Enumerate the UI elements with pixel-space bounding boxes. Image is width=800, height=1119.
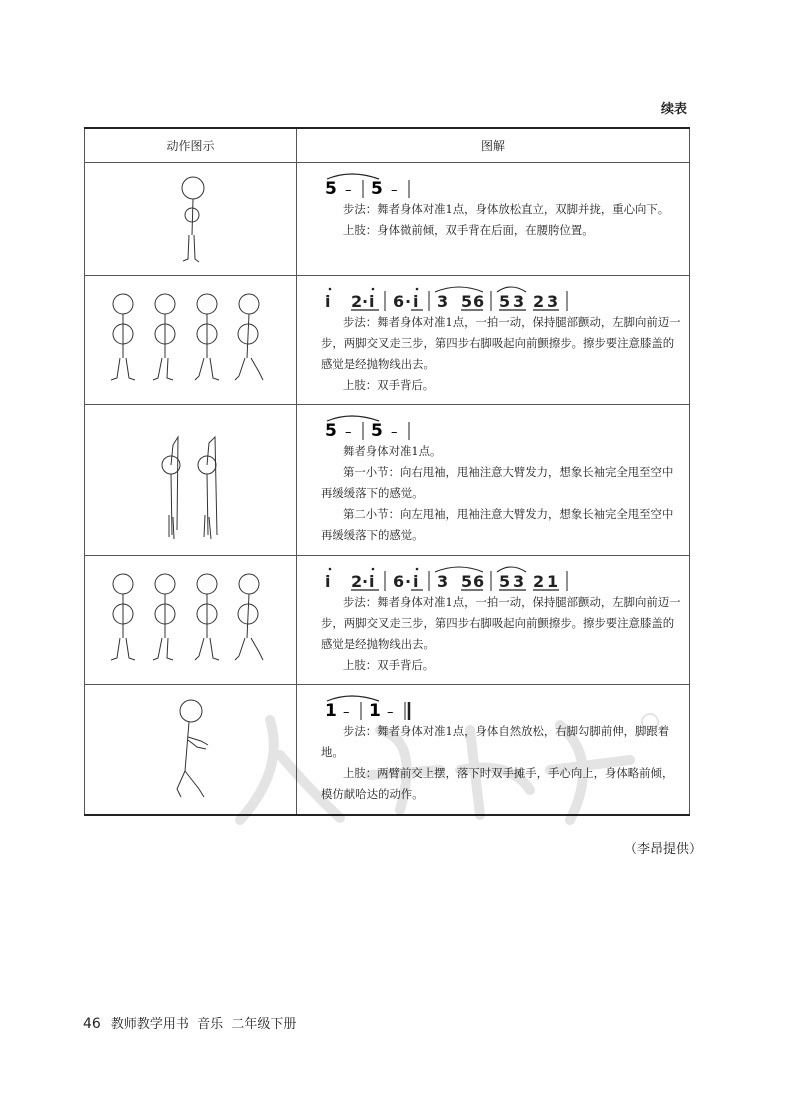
upper-body-text: 上肢：双手背后。 — [343, 658, 435, 672]
stick-figure-standing-icon — [85, 163, 297, 273]
table-row — [85, 163, 690, 276]
jianpu-notation — [321, 414, 441, 440]
svg-text:·: · — [405, 572, 412, 591]
explanation-cell — [297, 556, 690, 685]
svg-text:·: · — [405, 292, 412, 311]
svg-text:1: 1 — [369, 701, 381, 720]
svg-text:3: 3 — [513, 292, 525, 311]
svg-text:5: 5 — [461, 292, 473, 311]
svg-text:5: 5 — [461, 572, 473, 591]
table-row — [85, 405, 690, 556]
column-header-figure: 动作图示 — [85, 128, 297, 163]
stick-figures-walking-icon — [85, 556, 297, 682]
page-number: 46 — [83, 1016, 101, 1032]
svg-text:2: 2 — [351, 572, 363, 591]
stick-figures-sleeve-icon — [85, 405, 297, 553]
svg-text:2: 2 — [533, 572, 545, 591]
jianpu-notation — [321, 565, 621, 591]
page-footer — [83, 1013, 296, 1032]
table-header-row — [85, 128, 690, 163]
svg-text:3: 3 — [437, 572, 449, 591]
svg-text:3: 3 — [547, 292, 559, 311]
continued-label: 续表 — [660, 102, 687, 117]
jianpu-notation — [321, 285, 621, 311]
stick-figures-walking-icon — [85, 276, 297, 402]
step-text: 步法：舞者身体对准1点，一拍一动，保持腿部颤动，左脚向前迈一步，两脚交叉走三步，第四步右脚吸起向前颤擦步。擦步要注意膝盖的感觉是经抛物线出去。 — [321, 595, 681, 651]
subject-label: 音乐 — [197, 1017, 224, 1032]
svg-text:i: i — [325, 572, 331, 591]
step-text: 步法：舞者身体对准1点，一拍一动，保持腿部颤动，左脚向前迈一步，两脚交叉走三步，第四步右脚吸起向前颤擦步。擦步要注意膝盖的感觉是经抛物线出去。 — [321, 315, 681, 371]
table-row — [85, 556, 690, 685]
svg-text:5: 5 — [499, 572, 511, 591]
svg-text:i: i — [413, 292, 419, 311]
svg-text:6: 6 — [473, 572, 485, 591]
svg-text:3: 3 — [513, 572, 525, 591]
svg-text:i: i — [325, 292, 331, 311]
svg-text:6: 6 — [393, 292, 405, 311]
bar-two-text: 第二小节：向左甩袖，甩袖注意大臂发力，想象长袖完全甩至空中再缓缓落下的感觉。 — [321, 507, 674, 542]
figure-cell — [85, 276, 297, 405]
step-text: 步法：舞者身体对准1点，身体自然放松，右脚勾脚前伸，脚跟着地。 — [321, 724, 670, 759]
svg-text:2: 2 — [351, 292, 363, 311]
column-header-explanation: 图解 — [297, 128, 690, 163]
svg-text:–: – — [343, 705, 350, 720]
svg-text:5: 5 — [325, 179, 337, 198]
credit-text: （李昂提供） — [623, 842, 702, 857]
publisher-watermark-logo — [230, 700, 670, 830]
svg-text:5: 5 — [325, 421, 337, 440]
svg-text:–: – — [391, 183, 398, 198]
svg-text:–: – — [387, 705, 394, 720]
svg-text:·: · — [362, 292, 369, 311]
figure-cell — [85, 556, 297, 685]
step-text: 步法：舞者身体对准1点，身体放松直立，双脚并拢，重心向下。 — [343, 202, 670, 216]
bar-one-text: 第一小节：向右甩袖，甩袖注意大臂发力，想象长袖完全甩至空中再缓缓落下的感觉。 — [321, 465, 674, 500]
position-text: 舞者身体对准1点。 — [343, 444, 442, 458]
svg-text:1: 1 — [547, 572, 559, 591]
figure-cell — [85, 163, 297, 276]
upper-body-text: 上肢：身体微前倾，双手背在后面，在腰胯位置。 — [343, 223, 594, 237]
svg-text:–: – — [391, 425, 398, 440]
svg-text:i: i — [369, 292, 375, 311]
upper-body-text: 上肢：双手背后。 — [343, 378, 435, 392]
svg-text:1: 1 — [325, 701, 337, 720]
figure-cell — [85, 405, 297, 556]
svg-text:5: 5 — [499, 292, 511, 311]
explanation-cell — [297, 276, 690, 405]
explanation-cell — [297, 405, 690, 556]
book-title: 教师教学用书 — [110, 1017, 189, 1032]
svg-text:5: 5 — [371, 179, 383, 198]
svg-text:6: 6 — [393, 572, 405, 591]
volume-label: 二年级下册 — [231, 1017, 297, 1032]
svg-text:–: – — [345, 183, 352, 198]
explanation-cell — [297, 163, 690, 276]
table-row — [85, 276, 690, 405]
svg-text:i: i — [413, 572, 419, 591]
jianpu-notation — [321, 172, 441, 198]
svg-text:5: 5 — [371, 421, 383, 440]
svg-text:3: 3 — [437, 292, 449, 311]
svg-text:·: · — [362, 572, 369, 591]
svg-text:6: 6 — [473, 292, 485, 311]
svg-text:–: – — [345, 425, 352, 440]
upper-body-text: 上肢：两臂前交上摆，落下时双手摊手，手心向上，身体略前倾，模仿献哈达的动作。 — [321, 766, 674, 801]
svg-text:i: i — [369, 572, 375, 591]
svg-text:2: 2 — [533, 292, 545, 311]
